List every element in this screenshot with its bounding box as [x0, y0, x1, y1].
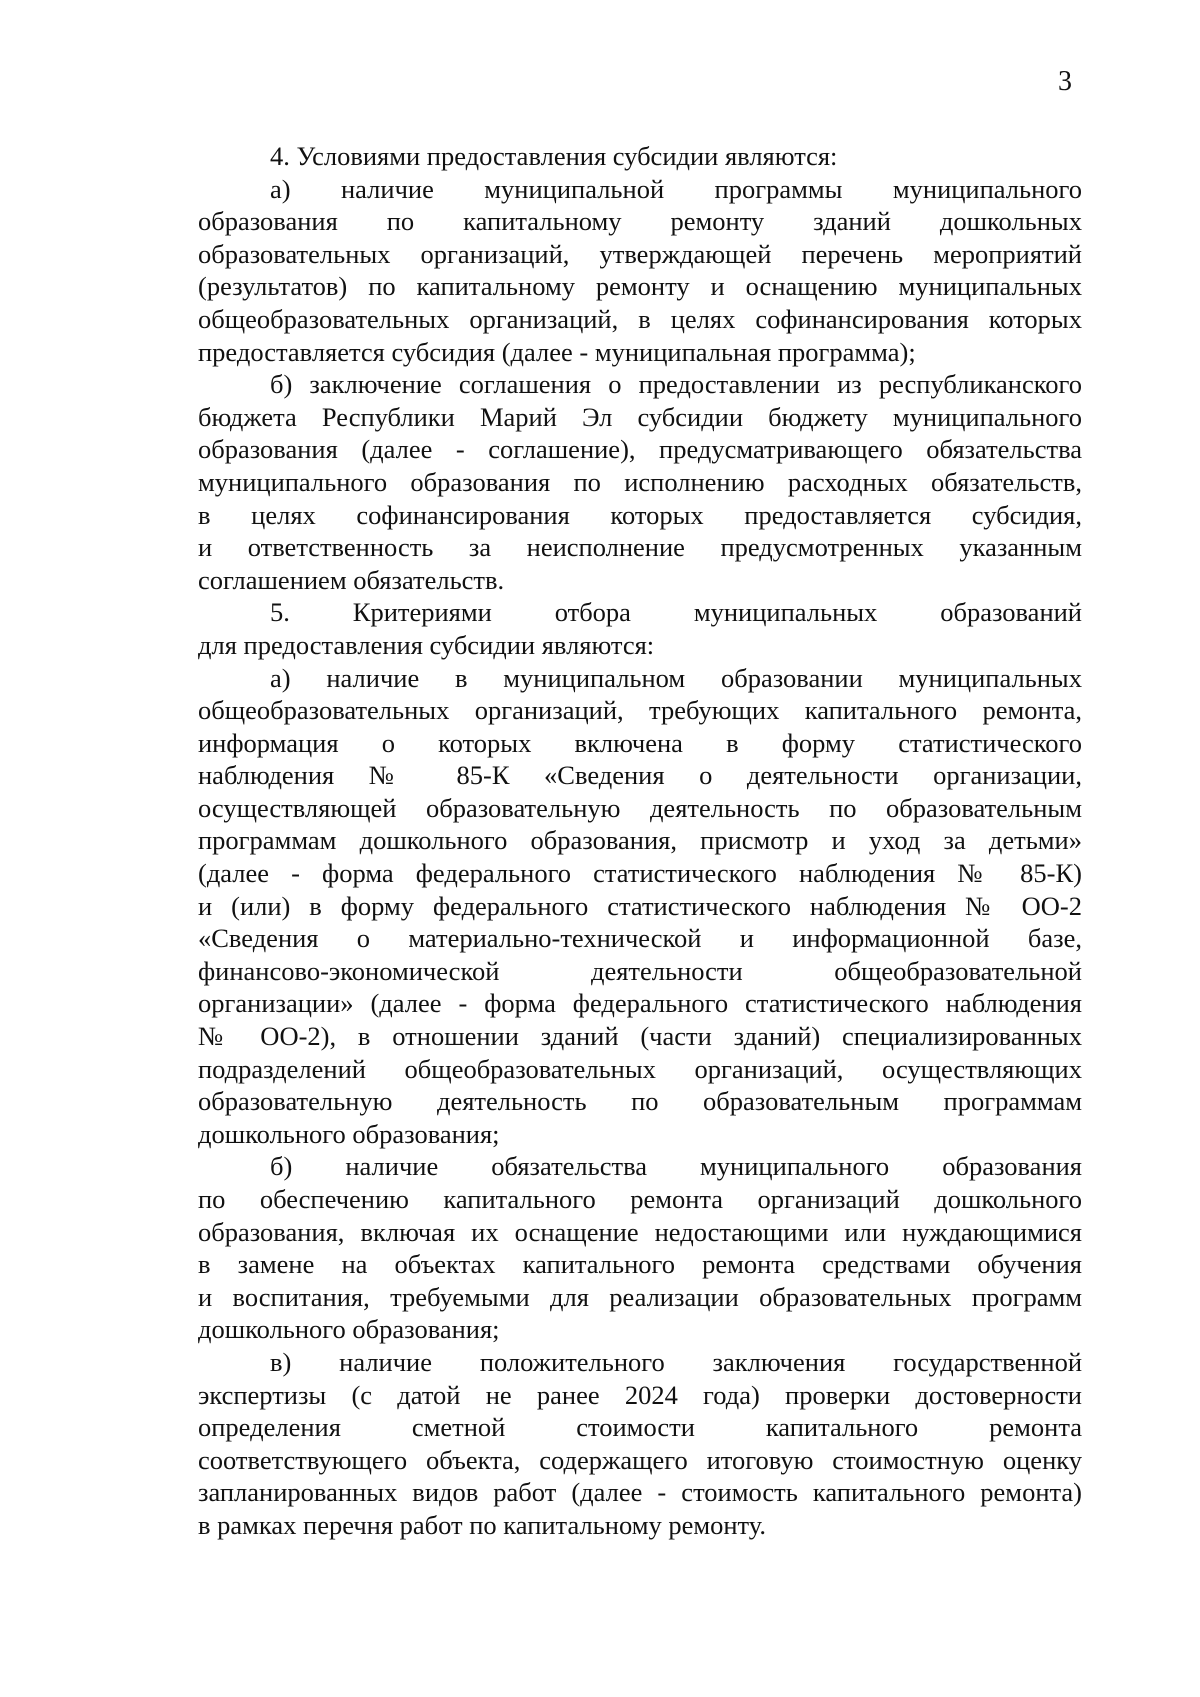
text-line: осуществляющей образовательную деятельность по образовательным [198, 792, 1082, 823]
text-line: образовательных организаций, утверждающей перечень мероприятий [198, 238, 1082, 269]
text-line: экспертизы (с датой не ранее 2024 года) проверки достоверности [198, 1379, 1082, 1410]
page-number: 3 [1058, 66, 1072, 97]
text-line: бюджета Республики Марий Эл субсидии бюджету муниципального [198, 401, 1082, 432]
text-line: программам дошкольного образования, присмотр и уход за детьми» [198, 825, 1082, 856]
text-line: подразделений общеобразовательных организаций, осуществляющих [198, 1053, 1082, 1084]
text-line: (результатов) по капитальному ремонту и оснащению муниципальных [198, 271, 1082, 302]
text-line: в рамках перечня работ по капитальному ремонту. [198, 1509, 767, 1540]
text-line: общеобразовательных организаций, требующих капитального ремонта, [198, 695, 1082, 726]
text-line: информация о которых включена в форму статистического [198, 727, 1082, 758]
text-line: дошкольного образования; [198, 1118, 500, 1149]
text-line: образования по капитальному ремонту зданий дошкольных [198, 206, 1082, 237]
text-line: образования (далее - соглашение), предусматривающего обязательства [198, 434, 1082, 465]
text-line: определения сметной стоимости капитального ремонта [198, 1412, 1082, 1443]
text-line: соглашением обязательств. [198, 564, 505, 595]
text-line: по обеспечению капитального ремонта организаций дошкольного [198, 1184, 1082, 1214]
text-line: в замене на объектах капитального ремонта средствами обучения [198, 1249, 1082, 1280]
text-line: и ответственность за неисполнение предусмотренных указанным [198, 532, 1082, 563]
text-line: образовательную деятельность по образовательным программам [198, 1086, 1082, 1117]
text-line: для предоставления субсидии являются: [198, 629, 655, 660]
text-line: финансово-экономической деятельности общеобразовательной [198, 955, 1082, 986]
text-line: «Сведения о материально-технической и информационной базе, [198, 923, 1082, 954]
text-line: а) наличие муниципальной программы муниципального [270, 173, 1082, 204]
text-line: в целях софинансирования которых предоставляется субсидия, [198, 499, 1082, 530]
text-line: 4. Условиями предоставления субсидии являются: [270, 141, 838, 171]
text-line: в) наличие положительного заключения государственной [270, 1346, 1082, 1377]
text-line: и (или) в форму федерального статистического наблюдения № ОО-2 [198, 890, 1082, 921]
text-line: общеобразовательных организаций, в целях софинансирования которых [198, 303, 1082, 334]
text-line: б) заключение соглашения о предоставлении из республиканского [270, 369, 1082, 400]
text-line: соответствующего объекта, содержащего итоговую стоимостную оценку [198, 1444, 1082, 1475]
text-line: а) наличие в муниципальном образовании муниципальных [270, 662, 1082, 693]
text-line: организации» (далее - форма федерального статистического наблюдения [198, 988, 1082, 1019]
text-line: запланированных видов работ (далее - стоимость капитального ремонта) [198, 1477, 1082, 1508]
text-line: 5. Критериями отбора муниципальных образований [270, 597, 1082, 628]
text-line: предоставляется субсидия (далее - муниципальная программа); [198, 336, 916, 367]
text-line: и воспитания, требуемыми для реализации образовательных программ [198, 1281, 1082, 1312]
text-line: дошкольного образования; [198, 1314, 500, 1345]
text-line: № ОО-2), в отношении зданий (части зданий) специализированных [198, 1021, 1082, 1052]
text-line: б) наличие обязательства муниципального образования [270, 1151, 1082, 1182]
text-line: наблюдения № 85-К «Сведения о деятельности организации, [198, 760, 1082, 791]
document-body [198, 140, 1082, 1542]
text-line: муниципального образования по исполнению расходных обязательств, [198, 466, 1082, 497]
text-line: образования, включая их оснащение недостающими или нуждающимися [198, 1216, 1082, 1247]
text-line: (далее - форма федерального статистического наблюдения № 85-К) [198, 858, 1082, 889]
